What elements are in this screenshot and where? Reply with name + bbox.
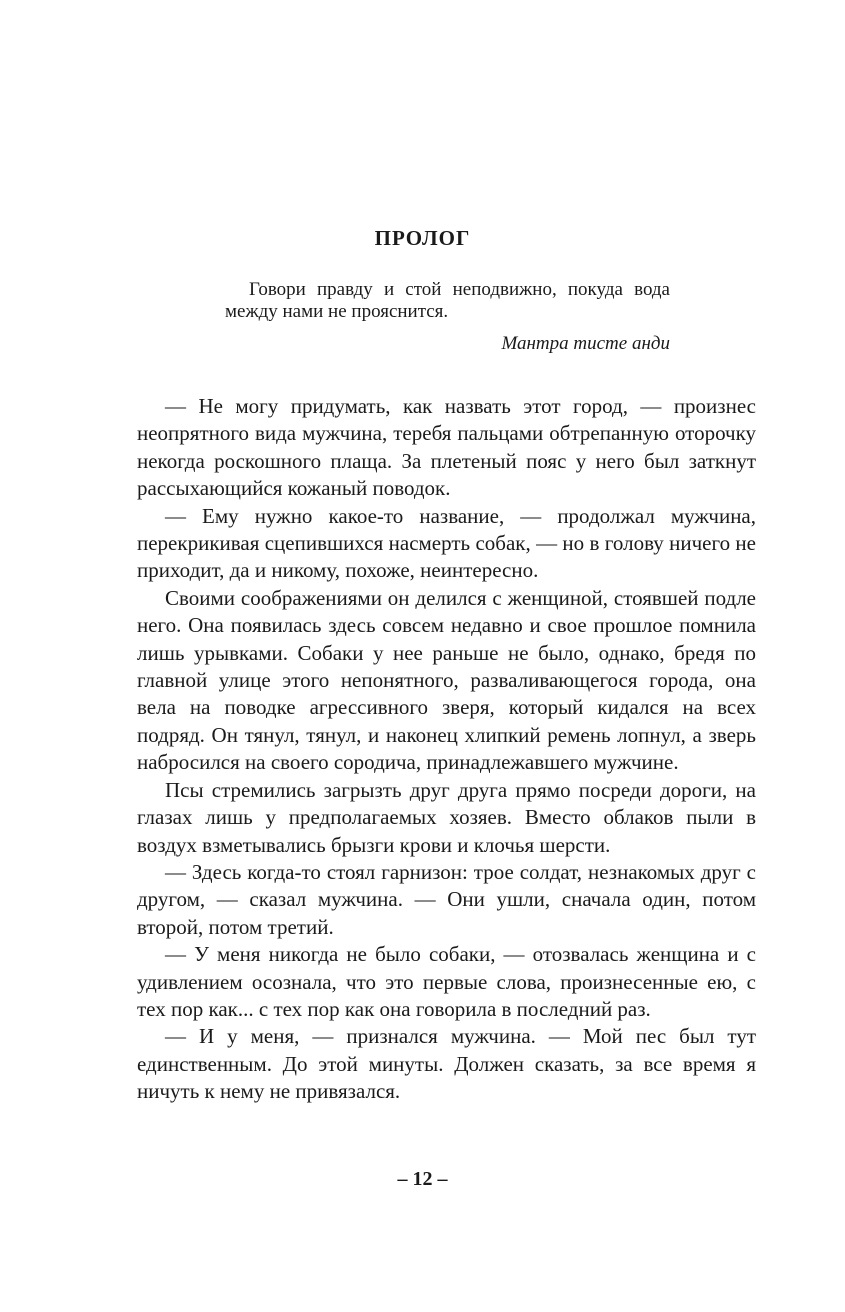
paragraph: — У меня никогда не было собаки, — отозвалась женщина и с удивлением осознала, что это первые слова, произнесенные ею, с тех пор как... с тех пор как она говорила в последний раз. (137, 942, 756, 1021)
paragraph: Своими соображениями он делился с женщиной, стоявшей подле него. Она появилась здесь совсем недавно и свое прошлое помнила лишь урывками. Собаки у нее раньше не было, однако, бредя по главной улице этого непонятного, разваливающегося города, она вела на поводке агрессивного зверя, который кидался на всех подряд. Он тянул, тянул, и наконец хлипкий ремень лопнул, а зверь набросился на своего сородича, принадлежавшего мужчине. (137, 585, 756, 775)
paragraph: Псы стремились загрызть друг друга прямо посреди дороги, на глазах лишь у предполагаемых хозяев. Вместо облаков пыли в воздух взметывались брызги крови и клочья шерсти. (137, 777, 756, 857)
paragraph: — И у меня, — признался мужчина. — Мой пес был тут единственным. До этой минуты. Должен сказать, за все время я ничуть к нему не привязался. (137, 1024, 756, 1104)
chapter-title: ПРОЛОГ (374, 226, 471, 250)
paragraph: — Ему нужно какое-то название, — продолжал мужчина, перекрикивая сцепившихся насмерть собак, — но в голову ничего не приходит, да и никому, похоже, неинтересно. (137, 503, 756, 583)
epigraph-text: Говори правду и стой неподвижно, покуда вода между нами не прояснится. (225, 279, 670, 322)
paragraph: — Не могу придумать, как назвать этот город, — произнес неопрятного вида мужчина, теребя пальцами обтрепанную оторочку некогда роскошного плаща. За плетеный пояс у него был заткнут рассыхающийся кожаный поводок. (137, 394, 756, 501)
epigraph (225, 279, 670, 355)
paragraph: — Здесь когда-то стоял гарнизон: трое солдат, незнакомых друг с другом, — сказал мужчина. — Они ушли, сначала один, потом второй, потом третий. (137, 859, 756, 939)
epigraph-source: Мантра тисте анди (501, 333, 670, 354)
body-text (137, 393, 756, 1106)
page-number: – 12 – (397, 1168, 448, 1190)
